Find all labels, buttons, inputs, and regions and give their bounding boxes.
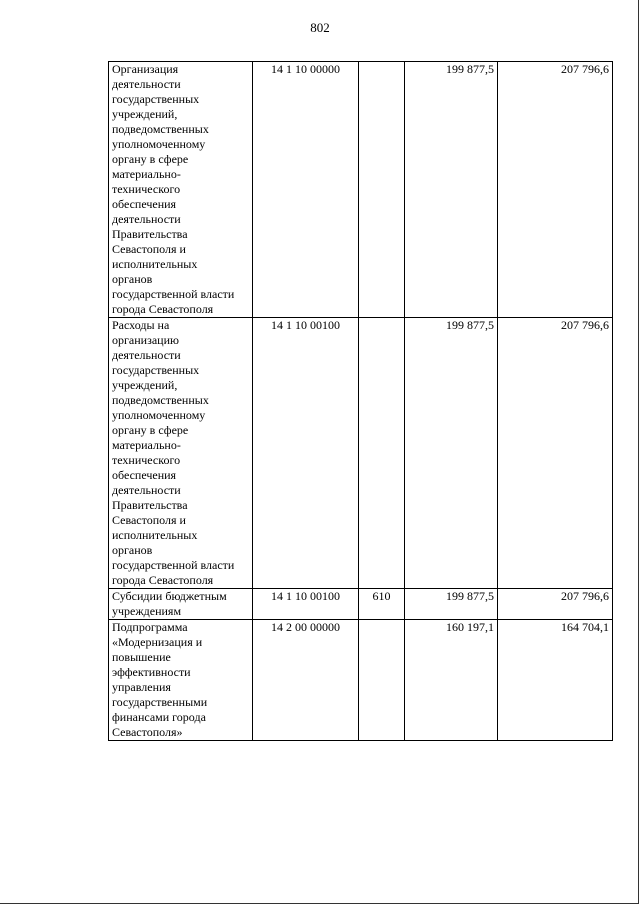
row-name-line: эффективности	[112, 665, 191, 679]
row-value-1-cell: 160 197,1	[405, 620, 498, 741]
row-type-cell	[359, 620, 405, 741]
row-name-line: уполномоченному	[112, 408, 206, 422]
row-name-line: органов	[112, 543, 153, 557]
row-name-line: исполнительных	[112, 257, 198, 271]
row-code-cell: 14 2 00 00000	[253, 620, 359, 741]
table-row	[109, 62, 613, 318]
row-name-line: Севастополя и	[112, 513, 186, 527]
row-name-line: финансами города	[112, 710, 206, 724]
budget-table-body	[109, 62, 613, 741]
row-name-line: подведомственных	[112, 393, 209, 407]
row-name-line: технического	[112, 182, 181, 196]
row-name-line: Подпрограмма	[112, 620, 188, 634]
row-name-line: Правительства	[112, 498, 188, 512]
row-name-line: обеспечения	[112, 468, 177, 482]
row-type-cell	[359, 62, 405, 318]
row-name-line: обеспечения	[112, 197, 177, 211]
row-value-1-cell: 199 877,5	[405, 318, 498, 589]
row-type-cell	[359, 318, 405, 589]
row-name-line: Субсидии бюджетным	[112, 589, 227, 603]
row-name-line: государственной власти	[112, 287, 235, 301]
row-name-line: деятельности	[112, 77, 181, 91]
row-name-line: «Модернизация и	[112, 635, 203, 649]
row-name-cell	[109, 589, 253, 620]
row-name-line: Правительства	[112, 227, 188, 241]
row-name-line: деятельности	[112, 483, 181, 497]
row-name-line: государственных	[112, 92, 200, 106]
row-name-line: города Севастополя	[112, 573, 214, 587]
budget-table	[108, 61, 613, 741]
table-row	[109, 589, 613, 620]
row-value-1-cell: 199 877,5	[405, 589, 498, 620]
table-row	[109, 620, 613, 741]
row-name-cell	[109, 620, 253, 741]
row-code-cell: 14 1 10 00100	[253, 589, 359, 620]
row-value-2-cell: 207 796,6	[498, 589, 613, 620]
row-name-line: исполнительных	[112, 528, 198, 542]
row-name-line: Севастополя»	[112, 725, 183, 739]
row-value-2-cell: 207 796,6	[498, 318, 613, 589]
row-name-line: государственных	[112, 363, 200, 377]
row-code-cell: 14 1 10 00000	[253, 62, 359, 318]
row-name-line: материально-	[112, 438, 181, 452]
row-name-cell	[109, 318, 253, 589]
row-name-line: Расходы на	[112, 318, 170, 332]
row-name-line: органу в сфере	[112, 423, 189, 437]
row-value-2-cell: 164 704,1	[498, 620, 613, 741]
row-name-line: города Севастополя	[112, 302, 214, 316]
table-row	[109, 318, 613, 589]
row-name-line: деятельности	[112, 212, 181, 226]
row-name-line: государственной власти	[112, 558, 235, 572]
row-name-line: органов	[112, 272, 153, 286]
row-value-1-cell: 199 877,5	[405, 62, 498, 318]
row-name-line: организацию	[112, 333, 179, 347]
row-name-line: подведомственных	[112, 122, 209, 136]
row-name-line: технического	[112, 453, 181, 467]
row-name-line: материально-	[112, 167, 181, 181]
page-number: 802	[310, 20, 330, 35]
row-name-line: Севастополя и	[112, 242, 186, 256]
row-name-line: Организация	[112, 62, 179, 76]
row-name-line: повышение	[112, 650, 171, 664]
row-name-line: государственными	[112, 695, 208, 709]
row-name-line: учреждениям	[112, 604, 182, 618]
row-code-cell: 14 1 10 00100	[253, 318, 359, 589]
row-name-line: уполномоченному	[112, 137, 206, 151]
row-type-cell: 610	[359, 589, 405, 620]
row-value-2-cell: 207 796,6	[498, 62, 613, 318]
row-name-line: учреждений,	[112, 378, 178, 392]
row-name-line: органу в сфере	[112, 152, 189, 166]
row-name-line: учреждений,	[112, 107, 178, 121]
row-name-line: управления	[112, 680, 171, 694]
row-name-line: деятельности	[112, 348, 181, 362]
row-name-cell	[109, 62, 253, 318]
